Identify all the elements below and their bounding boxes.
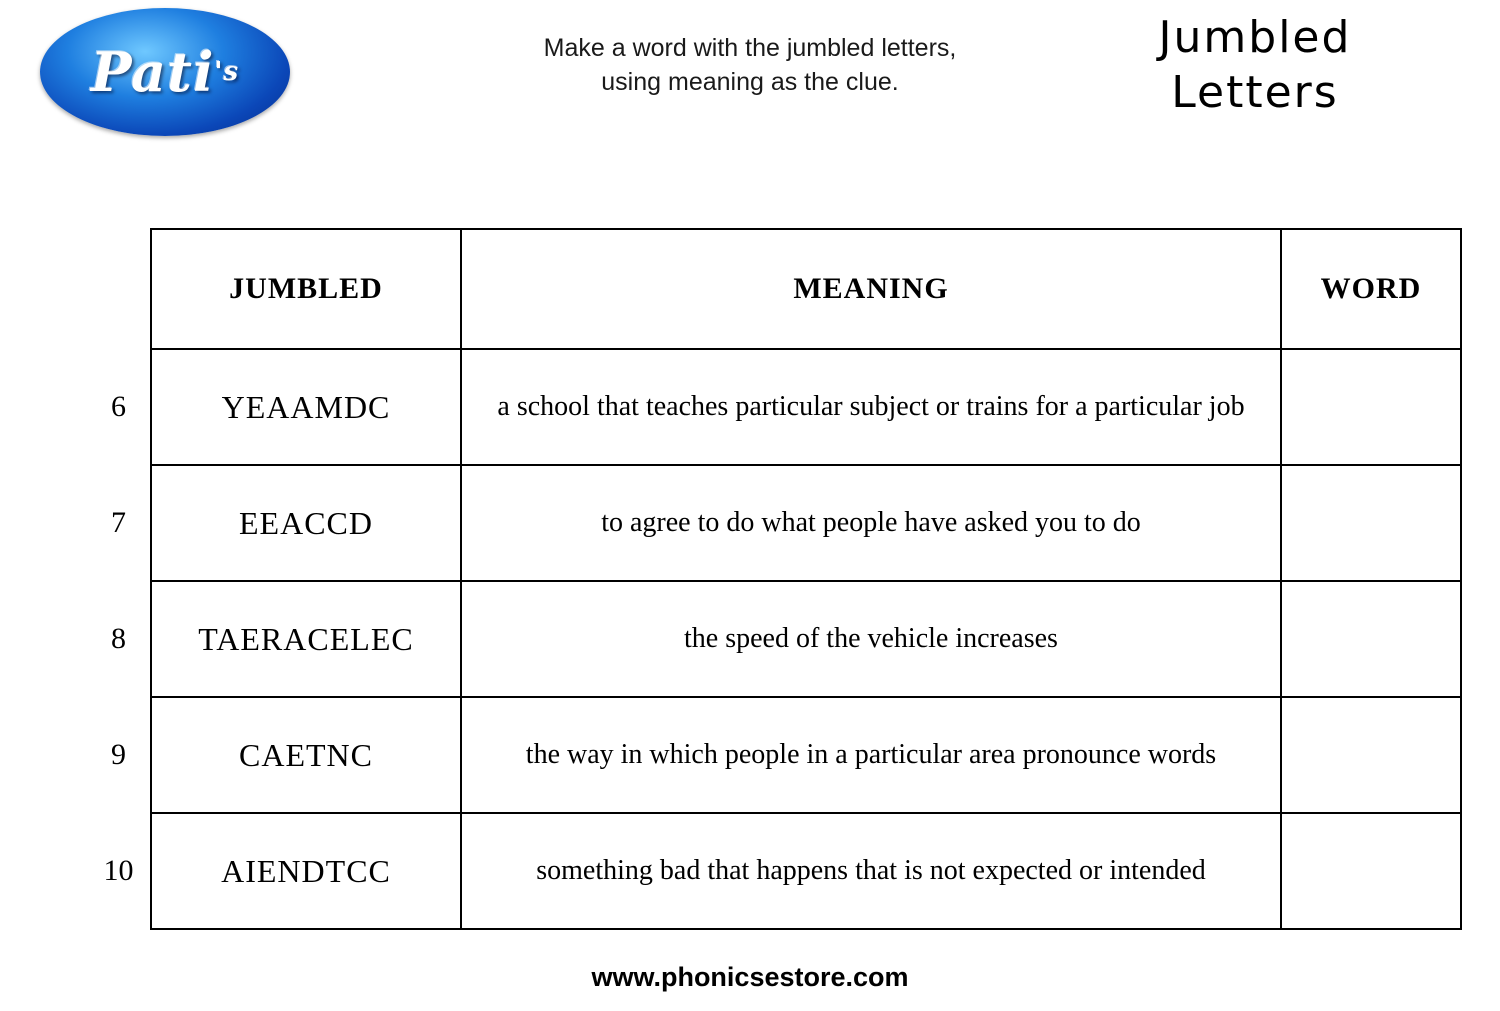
row-meaning: the speed of the vehicle increases xyxy=(461,581,1281,697)
table-row xyxy=(95,581,1461,697)
row-word-answer-box[interactable] xyxy=(1281,581,1461,697)
brand-logo xyxy=(40,8,290,136)
row-word-answer-box[interactable] xyxy=(1281,697,1461,813)
row-meaning: something bad that happens that is not expected or intended xyxy=(461,813,1281,929)
row-meaning: to agree to do what people have asked you to do xyxy=(461,465,1281,581)
worksheet-title xyxy=(1040,10,1470,120)
row-jumbled-letters: YEAAMDC xyxy=(151,349,461,465)
table-row xyxy=(95,349,1461,465)
row-number: 8 xyxy=(111,622,126,655)
row-word-answer-box[interactable] xyxy=(1281,465,1461,581)
worksheet-instructions xyxy=(430,32,1070,100)
row-word-answer-box[interactable] xyxy=(1281,349,1461,465)
row-number: 10 xyxy=(103,854,134,887)
jumbled-letters-table-wrapper xyxy=(95,228,1422,930)
footer-website[interactable]: www.phonicsestore.com xyxy=(591,962,909,992)
row-word-answer-box[interactable] xyxy=(1281,813,1461,929)
row-jumbled-letters: EEACCD xyxy=(151,465,461,581)
header-number-spacer xyxy=(95,229,151,349)
column-header-word: WORD xyxy=(1281,229,1461,349)
table-row xyxy=(95,465,1461,581)
worksheet-title-line-1: Jumbled xyxy=(1158,12,1352,63)
row-jumbled-letters: AIENDTCC xyxy=(151,813,461,929)
instructions-line-2: using meaning as the clue. xyxy=(601,67,899,96)
logo-wordmark xyxy=(40,8,290,136)
row-number: 9 xyxy=(111,738,126,771)
row-number: 7 xyxy=(111,506,126,539)
worksheet-title-line-2: Letters xyxy=(1171,67,1339,118)
row-jumbled-letters: CAETNC xyxy=(151,697,461,813)
table-row xyxy=(95,697,1461,813)
logo-brand-name: Pati xyxy=(90,40,215,104)
row-meaning: a school that teaches particular subject or trains for a particular job xyxy=(461,349,1281,465)
column-header-meaning: MEANING xyxy=(461,229,1281,349)
column-header-jumbled: JUMBLED xyxy=(151,229,461,349)
instructions-line-1: Make a word with the jumbled letters, xyxy=(543,34,957,62)
table-row xyxy=(95,813,1461,929)
page-header xyxy=(0,0,1500,160)
row-jumbled-letters: TAERACELEC xyxy=(151,581,461,697)
table-header-row xyxy=(95,229,1461,349)
row-meaning: the way in which people in a particular area pronounce words xyxy=(461,697,1281,813)
logo-brand-suffix: 's xyxy=(214,57,240,87)
row-number: 6 xyxy=(111,390,126,423)
jumbled-letters-table xyxy=(95,228,1462,930)
